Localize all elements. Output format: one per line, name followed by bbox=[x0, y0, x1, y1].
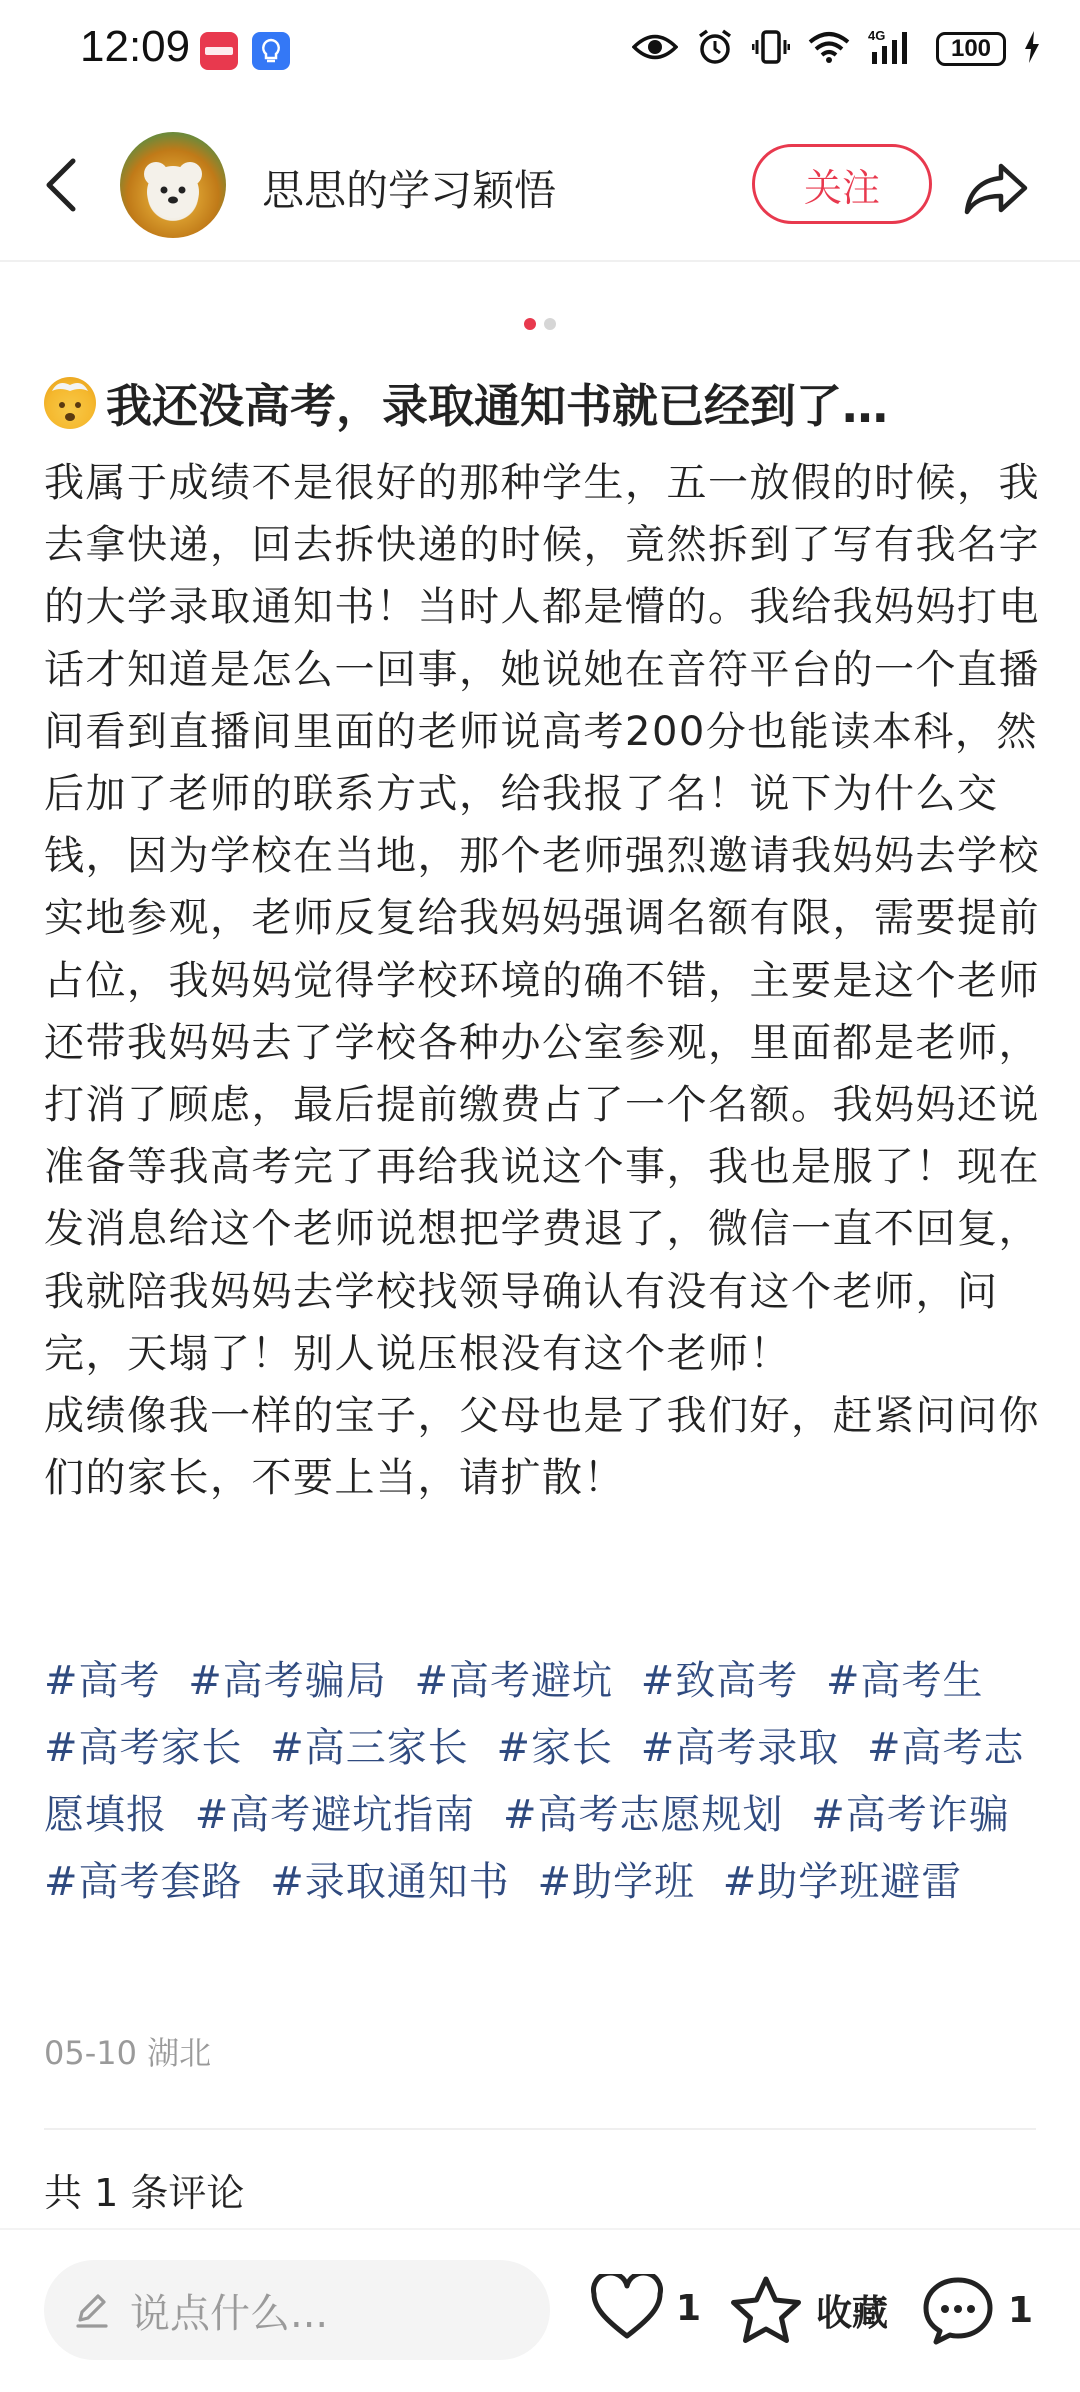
comment-input[interactable] bbox=[44, 2260, 550, 2360]
like-count: 1 bbox=[676, 2287, 702, 2329]
hashtag-link[interactable]: #高考生 bbox=[825, 1658, 984, 1704]
hashtag-link[interactable]: #高考套路 bbox=[44, 1859, 243, 1905]
battery-indicator: 100 bbox=[936, 32, 1006, 66]
note-body bbox=[44, 452, 1044, 1509]
wifi-icon bbox=[808, 30, 850, 68]
star-icon bbox=[728, 2274, 804, 2346]
dog-avatar-image bbox=[120, 132, 226, 238]
note-paragraph: 我属于成绩不是很好的那种学生，五一放假的时候，我去拿快递，回去拆快递的时候，竟然拆到了写有我名字的大学录取通知书！当时人都是懵的。我给我妈妈打电话才知道是怎么一回事，她说她在音符平台的一个直播间看到直播间里面的老师说高考200分也能读本科，然后加了老师的联系方式，给我报了名！说下为什么交钱，因为学校在当地，那个老师强烈邀请我妈妈去学校实地参观，老师反复给我妈妈强调名额有限，需要提前占位，我妈妈觉得学校环境的确不错，主要是这个老师还带我妈妈去了学校各种办公室参观，里面都是老师，打消了顾虑，最后提前缴费占了一个名额。我妈妈还说准备等我高考完了再给我说这个事，我也是服了！现在发消息给这个老师说想把学费退了，微信一直不回复，我就陪我妈妈去学校找领导确认有没有这个老师，问完，天塌了！别人说压根没有这个老师！ bbox=[44, 460, 1040, 1377]
hashtag-link[interactable]: #家长 bbox=[496, 1725, 613, 1771]
hashtag-link[interactable]: #录取通知书 bbox=[270, 1859, 510, 1905]
hashtag-link[interactable]: #致高考 bbox=[640, 1658, 799, 1704]
charging-icon bbox=[1024, 30, 1040, 68]
comment-count-heading: 共 1 条评论 bbox=[44, 2171, 245, 2215]
comment-input-placeholder: 说点什么... bbox=[130, 2290, 329, 2337]
vibrate-icon bbox=[752, 28, 790, 70]
svg-text:4G: 4G bbox=[868, 28, 886, 43]
eye-icon bbox=[632, 32, 678, 66]
hashtag-link[interactable]: #高考诈骗 bbox=[811, 1792, 1010, 1838]
hashtag-link[interactable]: #高考骗局 bbox=[188, 1658, 387, 1704]
hashtag-link[interactable]: #高考录取 bbox=[640, 1725, 840, 1771]
hashtag-link[interactable]: #高考家长 bbox=[44, 1725, 243, 1771]
heart-icon bbox=[590, 2274, 664, 2342]
note-title-text: 我还没高考，录取通知书就已经到了… bbox=[106, 379, 888, 433]
hashtag-link[interactable]: #高考志愿规划 bbox=[502, 1792, 784, 1838]
note-paragraph: 成绩像我一样的宝子，父母也是了我们好，赶紧问问你们的家长，不要上当，请扩散！ bbox=[44, 1393, 1040, 1502]
pager-dot-active bbox=[524, 318, 536, 330]
comment-count: 1 bbox=[1008, 2289, 1034, 2331]
comment-bubble-icon bbox=[920, 2274, 996, 2346]
author-name[interactable]: 思思的学习颖悟 bbox=[262, 166, 557, 215]
hashtag-link[interactable]: #高考避坑指南 bbox=[194, 1792, 476, 1838]
hashtag-link[interactable]: #高考避坑 bbox=[414, 1658, 613, 1704]
hashtag-link[interactable]: #高考志愿填报 bbox=[44, 1725, 1025, 1838]
status-bar bbox=[0, 0, 1080, 110]
comment-button[interactable] bbox=[920, 2274, 1033, 2346]
divider bbox=[44, 2128, 1036, 2130]
avatar[interactable] bbox=[120, 132, 226, 238]
mind-blown-emoji-icon bbox=[44, 377, 96, 429]
pencil-icon bbox=[72, 2290, 112, 2330]
status-icons bbox=[632, 28, 1040, 70]
hashtag-link[interactable]: #高考 bbox=[44, 1658, 161, 1704]
image-pager-indicator bbox=[0, 318, 1080, 330]
like-button[interactable] bbox=[590, 2274, 701, 2342]
tag-list bbox=[44, 1648, 1044, 1916]
back-button[interactable] bbox=[30, 150, 90, 220]
chevron-left-icon bbox=[43, 157, 77, 213]
share-icon bbox=[963, 160, 1029, 216]
note-header bbox=[0, 110, 1080, 262]
signal-4g-icon bbox=[868, 28, 918, 70]
xiaohongshu-icon bbox=[200, 32, 238, 70]
collect-label: 收藏 bbox=[816, 2292, 889, 2334]
follow-button[interactable]: 关注 bbox=[752, 144, 932, 224]
bottom-action-bar bbox=[0, 2228, 1080, 2392]
pager-dot bbox=[544, 318, 556, 330]
lightbulb-icon bbox=[252, 32, 290, 70]
hashtag-link[interactable]: #助学班避雷 bbox=[722, 1859, 963, 1905]
note-title bbox=[44, 370, 1044, 436]
hashtag-link[interactable]: #高三家长 bbox=[270, 1725, 469, 1771]
share-button[interactable] bbox=[960, 152, 1032, 224]
post-date-location: 05-10 湖北 bbox=[44, 2034, 212, 2072]
status-time: 12:09 bbox=[80, 22, 191, 71]
collect-button[interactable] bbox=[728, 2274, 888, 2346]
hashtag-link[interactable]: #助学班 bbox=[537, 1859, 695, 1905]
alarm-icon bbox=[696, 28, 734, 70]
